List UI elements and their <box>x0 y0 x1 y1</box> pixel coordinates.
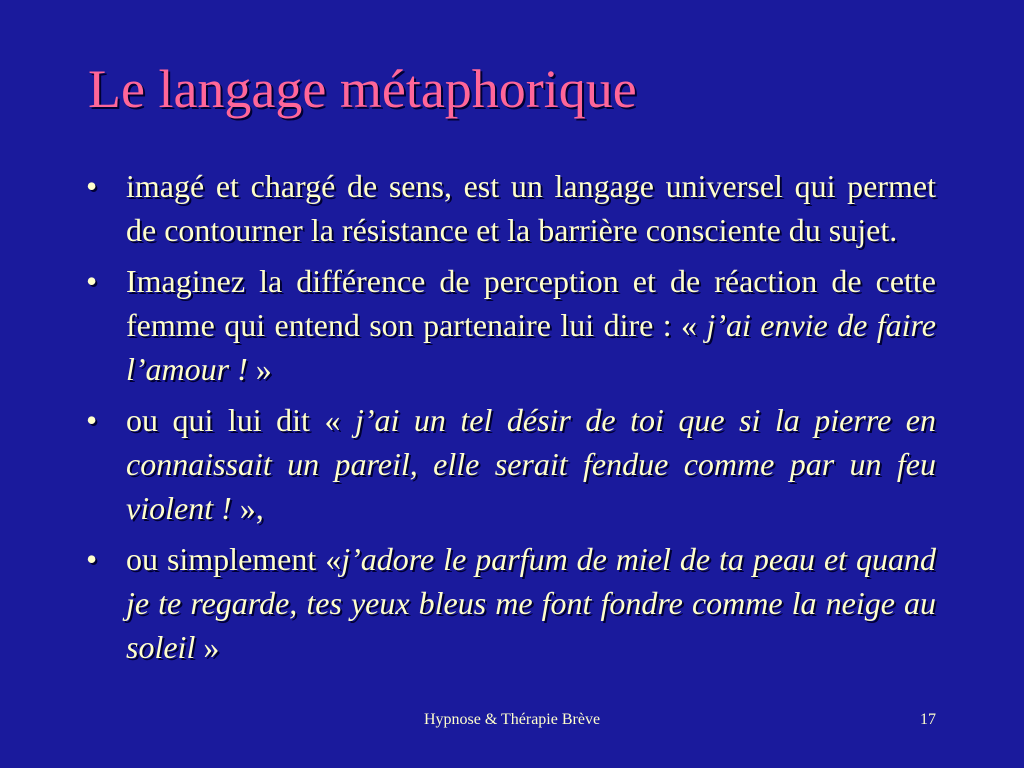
bullet-marker: • <box>86 402 98 438</box>
page-number: 17 <box>920 711 936 728</box>
bullet-marker: • <box>86 168 98 204</box>
bullet-text: ou simplement « <box>126 541 342 577</box>
bullet-item <box>86 398 936 530</box>
bullet-text-end: » <box>195 629 220 665</box>
bullet-item <box>86 537 936 669</box>
bullet-quote: j’ai un tel désir de toi que si la pierre en connaissait un pareil, elle serait fendue comme par un feu violent ! <box>126 402 937 526</box>
bullet-text-end: » <box>247 351 272 387</box>
bullet-list <box>86 164 936 676</box>
bullet-text: imagé et chargé de sens, est un langage universel qui permet de contourner la résistance et la barrière consciente du sujet. <box>126 168 936 248</box>
bullet-marker: • <box>86 541 98 577</box>
slide-title: Le langage métaphorique <box>88 59 637 119</box>
footer-text: Hypnose & Thérapie Brève <box>423 711 601 728</box>
bullet-quote: j’ai envie de faire l’amour ! <box>126 307 937 387</box>
bullet-marker: • <box>86 263 98 299</box>
bullet-item <box>86 164 936 252</box>
bullet-text: Imaginez la différence de perception et de réaction de cette femme qui entend son partenaire lui dire : « <box>126 263 936 343</box>
bullet-text: ou qui lui dit « <box>126 402 355 438</box>
bullet-item <box>86 259 936 391</box>
bullet-quote: j’adore le parfum de miel de ta peau et quand je te regarde, tes yeux bleus me font fondre comme la neige au soleil <box>126 541 937 665</box>
bullet-text-end: », <box>231 490 264 526</box>
